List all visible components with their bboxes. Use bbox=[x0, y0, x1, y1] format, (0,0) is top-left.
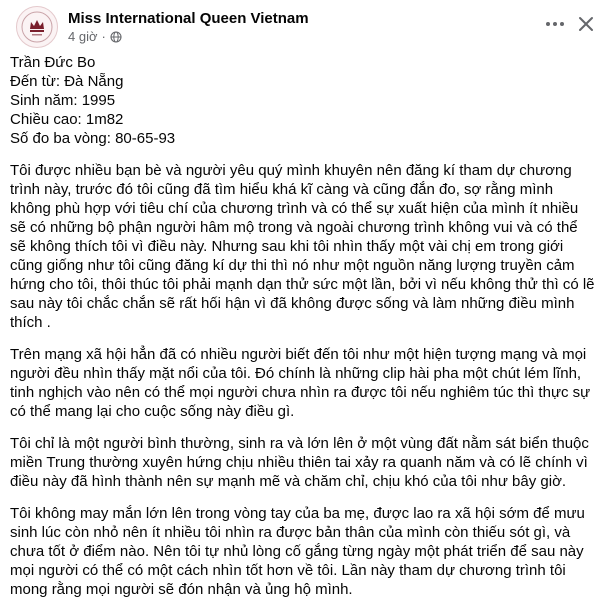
more-options-icon bbox=[546, 22, 550, 26]
profile-measurements: Số đo ba vòng: 80-65-93 bbox=[10, 130, 176, 147]
close-button[interactable] bbox=[574, 12, 598, 36]
crown-logo bbox=[17, 7, 57, 47]
post-paragraph: Tôi không may mắn lớn lên trong vòng tay của ba mẹ, được lao ra xã hội sớm để mưu sinh lúc còn nhỏ nên ít nhiều tôi nhìn ra được bản thân của mình còn thiếu sót gì, và chưa tốt ở điểm nào. Nên tôi tự nhủ lòng cố gắng từng ngày một phát triển để sau này mọi người có thể có một cách nhìn tốt hơn về tôi. Lần này tham dự chương trình tôi mong rằng mọi người sẽ đón nhận và ủng hộ mình. bbox=[10, 505, 585, 598]
profile-hometown: Đến từ: Đà Nẵng bbox=[10, 73, 124, 90]
profile-birth-year: Sinh năm: 1995 bbox=[10, 92, 116, 109]
separator-dot: · bbox=[101, 29, 106, 44]
page-avatar[interactable] bbox=[16, 6, 58, 48]
post-paragraph: Tôi được nhiều bạn bè và người yêu quý mình khuyên nên đăng kí tham dự chương trình này, trước đó tôi cũng đã tìm hiểu khá kĩ càng và cũng đắn đo, sợ rằng mình không phù hợp với tiêu chí của chương trình và có thể sự xuất hiện của mình ít nhiều sẽ có những bộ phận người hâm mộ trong và ngoài chương trình không vui và có thể sẽ không thích tôi vì điều này. Nhưng sau khi tôi nhìn thấy một vài chị em trong giới cũng giống như tôi cũng đăng kí dự thi thì nó như một nguồn năng lượng truyền cảm hứng cho tôi, thôi thúc tôi phải mạnh dạn thử sức một lần, bởi vì nếu không thử thì có lẽ sau này tôi chắc chắn sẽ rất hối hận vì đã không được sống và làm những điều mình thích . bbox=[10, 162, 595, 331]
post-meta bbox=[68, 29, 122, 44]
close-icon bbox=[574, 12, 598, 36]
post-paragraph: Trên mạng xã hội hẳn đã có nhiều người biết đến tôi như một hiện tượng mạng và mọi người đều nhìn thấy mặt nổi của tôi. Đó chính là những clip hài pha một chút lém lĩnh, tinh nghịch vào nên có thể mọi người chưa nhìn ra được tôi nếu nghiêm túc thì thực sự có thể mang lại cho cuộc sống này điều gì. bbox=[10, 346, 591, 420]
more-options-button[interactable] bbox=[540, 12, 570, 36]
globe-icon bbox=[110, 31, 122, 43]
contestant-profile bbox=[10, 53, 595, 148]
post-time[interactable]: 4 giờ bbox=[68, 29, 98, 44]
post-content bbox=[10, 53, 595, 612]
post-paragraph: Tôi chỉ là một người bình thường, sinh ra và lớn lên ở một vùng đất nằm sát biển thuộc miền Trung thường xuyên hứng chịu nhiều thiên tai xảy ra quanh năm và có lẽ chính vì điều này đã hình thành nên sự mạnh mẽ và chăm chỉ, chịu khó của tôi như bây giờ. bbox=[10, 435, 589, 490]
profile-height: Chiều cao: 1m82 bbox=[10, 111, 124, 128]
post-header bbox=[16, 6, 594, 46]
page-name[interactable]: Miss International Queen Vietnam bbox=[68, 10, 309, 27]
profile-name: Trần Đức Bo bbox=[10, 54, 96, 71]
